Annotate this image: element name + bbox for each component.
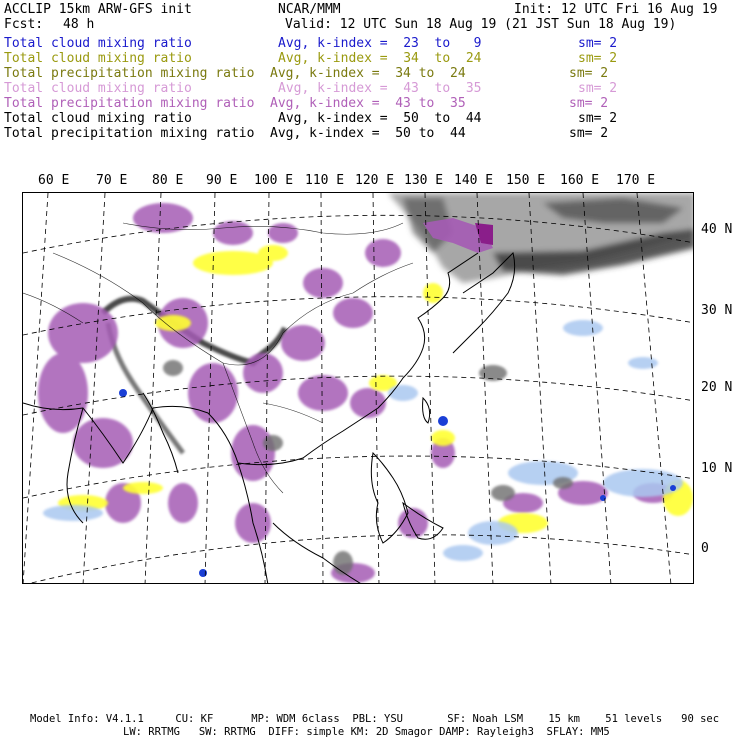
lon-label: 70 E [96, 173, 128, 188]
lon-label: 130 E [404, 173, 444, 188]
forecast-hour: 48 h [63, 17, 95, 32]
field-name: Total cloud mixing ratio [4, 36, 192, 51]
field-name: Total cloud mixing ratio [4, 81, 192, 96]
map-panel [22, 192, 694, 584]
lat-label: 20 N [701, 380, 733, 395]
model-info-line1: Model Info: V4.1.1 CU: KF MP: WDM 6class PBL: YSU SF: Noah LSM 15 km 51 levels 90 sec [30, 713, 720, 725]
organization: NCAR/MMM [278, 2, 341, 17]
init-time: Init: 12 UTC Fri 16 Aug 19 [514, 2, 718, 17]
model-title: ACCLIP 15km ARW-GFS init [4, 2, 192, 17]
lat-label: 40 N [701, 222, 733, 237]
lon-label: 140 E [454, 173, 494, 188]
field-kindex: Avg, k-index = 50 to 44 [278, 111, 482, 126]
field-kindex: Avg, k-index = 50 to 44 [270, 126, 466, 141]
field-kindex: Avg, k-index = 34 to 24 [278, 51, 482, 66]
lon-label: 80 E [152, 173, 184, 188]
field-kindex: Avg, k-index = 43 to 35 [278, 81, 482, 96]
field-kindex: Avg, k-index = 23 to 9 [278, 36, 482, 51]
field-name: Total cloud mixing ratio [4, 111, 192, 126]
lat-label: 30 N [701, 303, 733, 318]
lat-label: 0 [701, 541, 709, 556]
lon-label: 160 E [560, 173, 600, 188]
valid-time: Valid: 12 UTC Sun 18 Aug 19 (21 JST Sun 18 Aug 19) [285, 17, 677, 32]
field-kindex: Avg, k-index = 43 to 35 [270, 96, 466, 111]
field-name: Total cloud mixing ratio [4, 51, 192, 66]
model-info-line2: LW: RRTMG SW: RRTMG DIFF: simple KM: 2D Smagor DAMP: Rayleigh3 SFLAY: MM5 [123, 726, 610, 738]
lon-label: 170 E [616, 173, 656, 188]
field-kindex: Avg, k-index = 34 to 24 [270, 66, 466, 81]
field-name: Total precipitation mixing ratio [4, 96, 255, 111]
lightblue-cloud [43, 320, 683, 561]
field-smoothing: sm= 2 [569, 66, 609, 81]
forecast-map [23, 193, 694, 584]
field-smoothing: sm= 2 [569, 96, 609, 111]
field-name: Total precipitation mixing ratio [4, 66, 255, 81]
lat-label: 10 N [701, 461, 733, 476]
field-name: Total precipitation mixing ratio [4, 126, 255, 141]
lon-label: 60 E [38, 173, 70, 188]
lon-label: 110 E [305, 173, 345, 188]
lon-label: 150 E [506, 173, 546, 188]
lon-label: 90 E [206, 173, 238, 188]
field-smoothing: sm= 2 [578, 111, 618, 126]
lon-label: 100 E [254, 173, 294, 188]
field-smoothing: sm= 2 [578, 81, 618, 96]
field-smoothing: sm= 2 [578, 36, 618, 51]
forecast-label: Fcst: [4, 17, 44, 32]
field-smoothing: sm= 2 [578, 51, 618, 66]
lon-label: 120 E [355, 173, 395, 188]
field-smoothing: sm= 2 [569, 126, 609, 141]
